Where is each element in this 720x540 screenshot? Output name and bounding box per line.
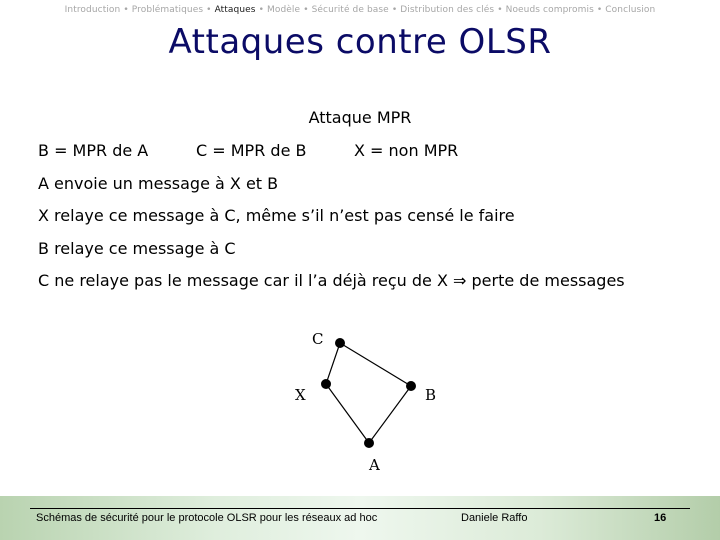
nav-item-problematiques[interactable]: Problématiques — [131, 5, 204, 15]
edge-c-b — [340, 343, 411, 386]
nav-item-introduction[interactable]: Introduction — [64, 5, 121, 15]
definition-b: B = MPR de A — [38, 141, 149, 160]
nav-item-modele[interactable]: Modèle — [267, 5, 301, 15]
nav-item-attaques[interactable]: Attaques — [214, 5, 256, 15]
text-line-3: B relaye ce message à C — [38, 239, 236, 258]
network-diagram — [280, 320, 460, 480]
nav-separator: • — [391, 5, 398, 15]
nav-separator: • — [258, 5, 265, 15]
footer-title: Schémas de sécurité pour le protocole OLSR pour les réseaux ad hoc — [36, 512, 378, 524]
edge-b-a — [369, 386, 411, 443]
footer-author: Daniele Raffo — [461, 512, 528, 524]
page-number: 16 — [654, 512, 667, 524]
node-a — [364, 438, 374, 448]
definition-c: C = MPR de B — [196, 141, 307, 160]
text-line-1: A envoie un message à X et B — [38, 174, 279, 193]
node-b — [406, 381, 416, 391]
footer-divider — [30, 508, 690, 509]
nav-separator: • — [303, 5, 309, 15]
node-label-a: A — [369, 456, 380, 474]
slide-title: Attaques contre OLSR — [168, 22, 552, 62]
navigation-bar — [0, 5, 720, 15]
nav-separator: • — [497, 5, 503, 15]
node-label-b: B — [425, 386, 437, 404]
nav-item-conclusion[interactable]: Conclusion — [605, 5, 656, 15]
node-c — [335, 338, 345, 348]
edge-c-x — [326, 343, 340, 384]
node-label-c: C — [312, 330, 324, 348]
definition-x: X = non MPR — [354, 141, 459, 160]
node-label-x: X — [295, 386, 306, 404]
nav-item-noeuds-compromis[interactable]: Noeuds compromis — [505, 5, 594, 15]
nav-separator: • — [596, 5, 603, 15]
nav-item-securite-de-base[interactable]: Sécurité de base — [311, 5, 389, 15]
nav-item-distribution-des-cles[interactable]: Distribution des clés — [400, 5, 495, 15]
text-line-2: X relaye ce message à C, même s’il n’est pas censé le faire — [38, 206, 515, 225]
node-x — [321, 379, 331, 389]
text-line-4: C ne relaye pas le message car il l’a déjà reçu de X ⇒ perte de messages — [38, 271, 625, 290]
slide-subtitle: Attaque MPR — [308, 108, 412, 127]
edge-x-a — [326, 384, 369, 443]
nav-separator: • — [206, 5, 212, 15]
nav-separator: • — [123, 5, 129, 15]
